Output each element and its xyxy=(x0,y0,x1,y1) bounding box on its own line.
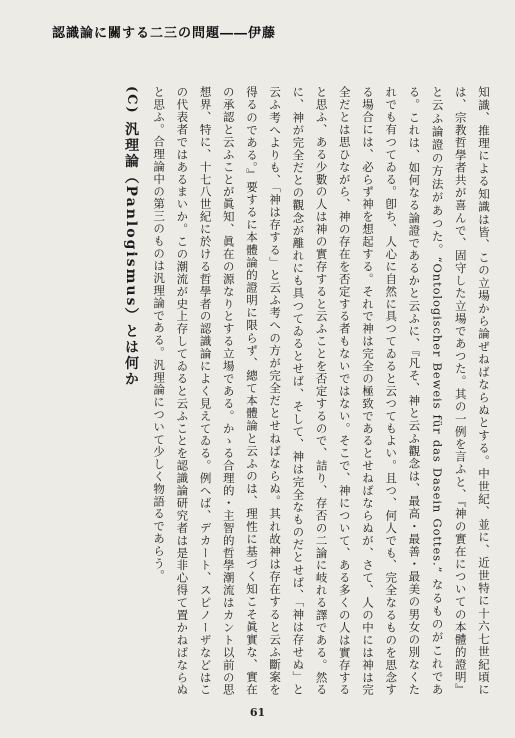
section-heading xyxy=(119,86,143,696)
running-head: 認識論に關する二三の問題――伊藤 xyxy=(52,26,277,41)
paragraph: 知識、推理による知識は皆、この立場から論ぜねばならぬとする。中世紀、並に、近世特に十六七世紀頃には、宗教哲學者共が喜んで、固守した立場であつた。其の一例を言ふと、『神の實在についての本體的證明』と云ふ論證の方法があつた。“Ontologischer Beweis für das Dasein Gottes.” なるものがこれである。これは、如何なる論證であるかと云ふに、『凡そ、神と云ふ觀念は、最高・最善・最美の男女の別なくたれでも有つてゐる。卽ち、人心に自然に具つてゐると云つてもよい。且つ、何人でも、完全なるものを思念する場合には、必らず神を想起する。それで神は完全の極致であるとせねばならぬが、さて、人の中には神は完全だとは思ひながら、神の存在を否定する者もないではない。そこで、神について、ある多くの人は實存すると思ふ、ある少數の人は神の實存すると云ふことを否定するので、詰り、存否の二論に岐れる譯である。然るに、神が完全だとの觀念が離れにも具つてゐるとせば、そして、神は完全なものだとせば、「神は存せぬ」と云ふ考へよりも、「神は存する」と云ふ考への方が完全だとせねばならぬ。其れ故神は存在すると云ふ斷案を得るのである。』要するに本體論的證明に限らず、總て本體論と云ふのは、理性に基づく知こそ眞實な、實在の承認と云ふことが眞知、眞在の源なりとする立場である。かゝる合理的・主智的哲學潮流はカント以前の思想界、特に、十七八世紀に於ける哲學者の認識論によく見えてゐる。例へば、デカート、スピノーザなどはこの代表者ではあるまいか。この潮流が史上存してゐると云ふことを認識論研究者は是非心得て置かねばならぬと思ふ。合理論中の第三のものは汎理論である。汎理論について少しく物語るであらう。 xyxy=(152,86,491,696)
page-number: 61 xyxy=(249,706,266,719)
body-text xyxy=(115,86,495,696)
section-title: 汎理論（Panlogismus）とは何か xyxy=(122,121,139,388)
section-mark: (C) xyxy=(123,86,139,115)
